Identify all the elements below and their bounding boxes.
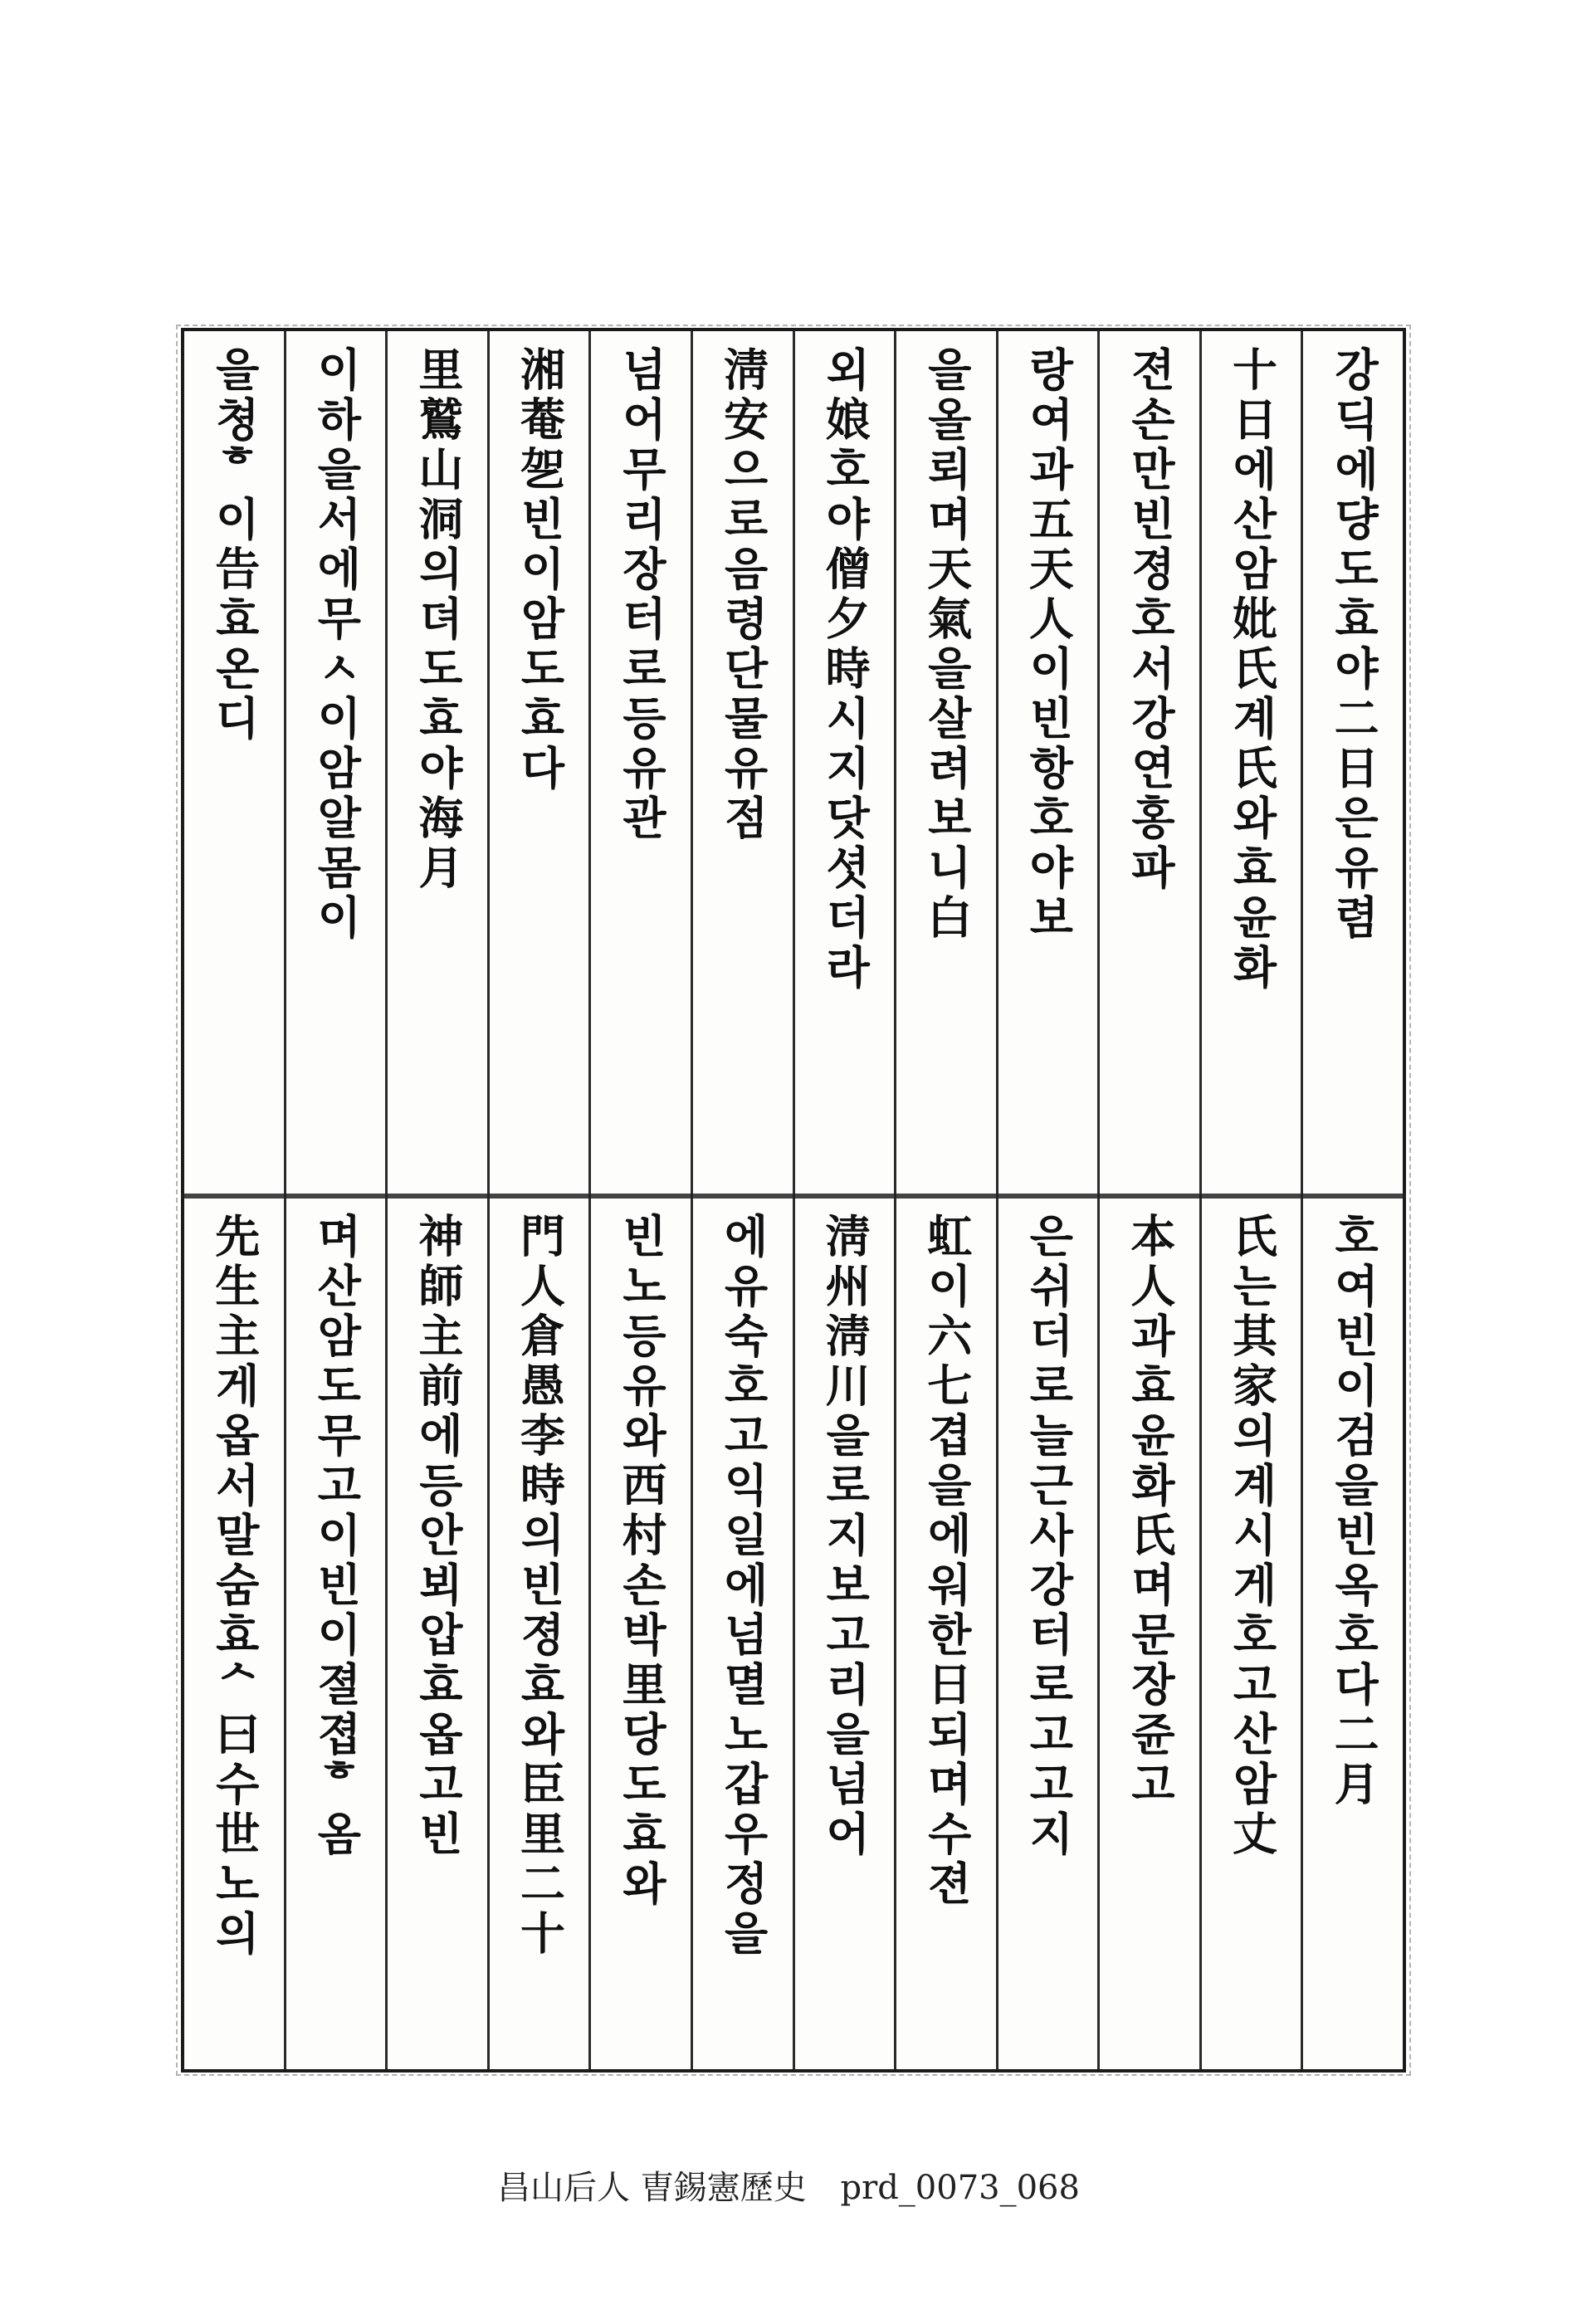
column-3-bottom: 本人과효윤화氏며문장쥰고 [1123,1213,1177,1810]
column-9-bottom: 門人倉愚李時의빈졍효와臣里二十 [513,1213,567,1960]
horizontal-fold-line [181,1194,1406,1199]
column-1 [1301,331,1403,2069]
column-11-top: 이하을서에무ㅅ이암알몸이 [310,346,364,944]
column-11 [284,331,386,2069]
column-6-top: 외娘호야僧夕時시지닷셧더라 [818,346,872,994]
column-10-bottom: 神師主前에등안뵈압효옵고빈 [411,1213,465,1860]
column-6-bottom: 淸州淸川을로지보고리을넘어 [818,1213,872,1860]
column-8-bottom: 빈노등유와西村손박里당도효와 [615,1213,669,1910]
column-7-bottom: 에유숙호고익일에넘멸노갑우정을 [716,1213,770,1960]
column-12-bottom: 先生主게옵서말숨효ᄉ曰수世노의 [208,1213,261,1960]
column-2-bottom: 氏는其家의계시게호고산암丈 [1225,1213,1279,1860]
column-10 [385,331,487,2069]
column-10-top: 里鷲山洞의뎌도효야海月 [411,346,465,894]
column-9 [487,331,589,2069]
column-2 [1199,331,1301,2069]
column-12-top: 을쳥ᄒ이告효온디 [208,346,261,745]
column-1-bottom: 호여빈이검을빈옥호다二月 [1327,1213,1381,1810]
text-columns [184,331,1403,2069]
footer-code: prd_0073_068 [840,2169,1080,2207]
column-5 [894,331,996,2069]
column-9-top: 湘菴乫빈이암도효다 [513,346,567,794]
column-6 [793,331,895,2069]
column-1-top: 강딕에댱도효야二日은유렴 [1327,346,1381,944]
footer-title: 昌山后人 曺錫憲歷史 [497,2169,807,2207]
column-4-top: 랑여과五天人이빈항호야보 [1022,346,1076,944]
column-12 [184,331,284,2069]
column-3 [1097,331,1199,2069]
column-8 [588,331,691,2069]
column-11-bottom: 며산암도무고이빈이졀졉ᄒ옴 [310,1213,364,1860]
column-7-top: 淸安으로음령단물유점 [716,346,770,844]
column-5-bottom: 虹이六七겹을에워한日되며수젼 [920,1213,974,1910]
column-2-top: 十日에산암妣氏계氏와효윤화 [1225,346,1279,994]
column-7 [691,331,793,2069]
column-3-top: 젼손만빈졍호서강연홍파 [1123,346,1177,894]
column-4 [996,331,1098,2069]
column-5-top: 을올뢰며天氣을살려보니白 [920,346,974,944]
column-8-top: 넘어무리장터로등유관 [615,346,669,844]
column-4-bottom: 은쉬더로늘근사강터로고고지 [1022,1213,1076,1860]
page-footer [0,2161,1577,2209]
